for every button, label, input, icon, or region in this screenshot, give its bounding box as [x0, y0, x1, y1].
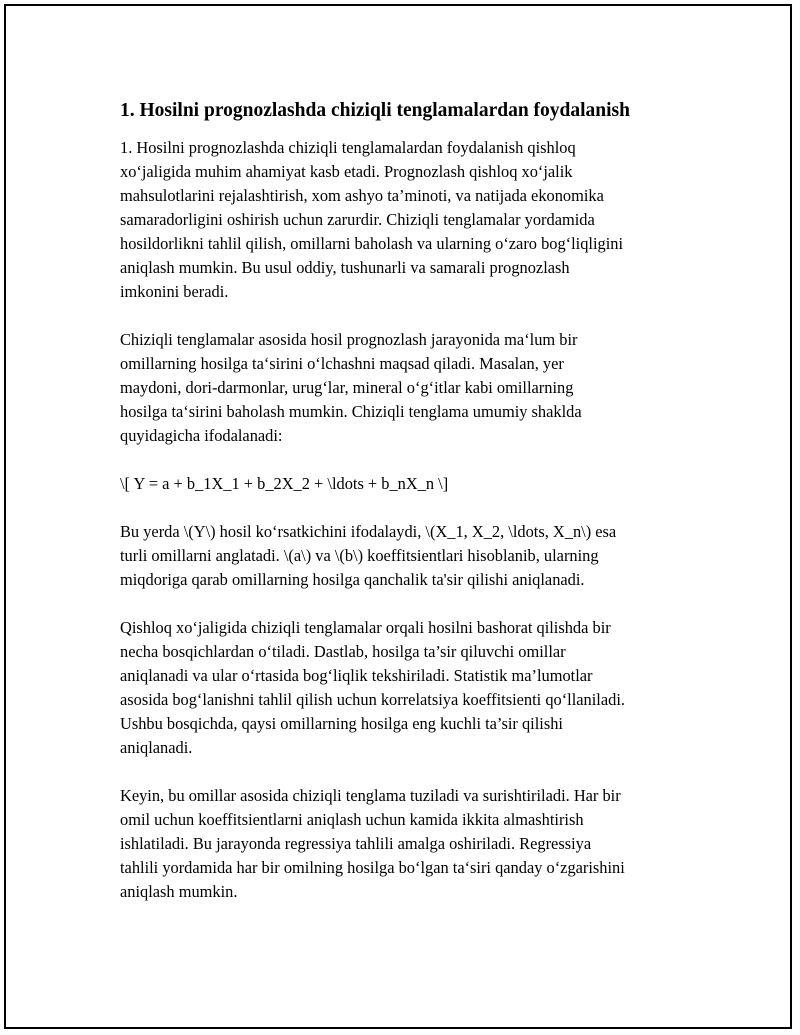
- text-line: mahsulotlarini rejalashtirish, xom ashyo ta’minoti, va natijada ekonomika: [120, 186, 604, 205]
- text-line: aniqlash mumkin.: [120, 882, 238, 901]
- text-line: turli omillarni anglatadi. \(a\) va \(b\) koeffitsientlari hisoblanib, ularning: [120, 546, 599, 565]
- paragraph-intro: [120, 136, 700, 304]
- text-line: 1. Hosilni prognozlashda chiziqli tenglamalardan foydalanish qishloq: [120, 138, 576, 157]
- text-line: imkonini beradi.: [120, 282, 229, 301]
- equation-text: \[ Y = a + b_1X_1 + b_2X_2 + \ldots + b_nX_n \]: [120, 474, 449, 493]
- text-line: asosida bog‘lanishni tahlil qilish uchun korrelatsiya koeffitsienti qo‘llaniladi.: [120, 690, 625, 709]
- equation-line: [120, 472, 700, 496]
- text-line: quyidagicha ifodalanadi:: [120, 426, 283, 445]
- text-line: miqdoriga qarab omillarning hosilga qanchalik ta'sir qilishi aniqlanadi.: [120, 570, 585, 589]
- text-line: omillarning hosilga ta‘sirini o‘lchashni maqsad qiladi. Masalan, yer: [120, 354, 564, 373]
- text-line: Qishloq xo‘jaligida chiziqli tenglamalar orqali hosilni bashorat qilishda bir: [120, 618, 611, 637]
- text-line: Chiziqli tenglamalar asosida hosil prognozlash jarayonida ma‘lum bir: [120, 330, 578, 349]
- section-heading: 1. Hosilni prognozlashda chiziqli tenglamalardan foydalanish: [120, 100, 630, 121]
- text-line: samaradorligini oshirish uchun zarurdir. Chiziqli tenglamalar yordamida: [120, 210, 595, 229]
- text-line: necha bosqichlardan o‘tiladi. Dastlab, hosilga ta’sir qiluvchi omillar: [120, 642, 566, 661]
- document-body: [120, 98, 700, 928]
- text-line: tahlili yordamida har bir omilning hosilga bo‘lgan ta‘siri qanday o‘zgarishini: [120, 858, 625, 877]
- paragraph-linear-equations: [120, 328, 700, 448]
- text-line: Bu yerda \(Y\) hosil ko‘rsatkichini ifodalaydi, \(X_1, X_2, \ldots, X_n\) esa: [120, 522, 617, 541]
- text-line: maydoni, dori-darmonlar, urug‘lar, mineral o‘g‘itlar kabi omillarning: [120, 378, 574, 397]
- text-line: ishlatiladi. Bu jarayonda regressiya tahlili amalga oshiriladi. Regressiya: [120, 834, 592, 853]
- text-line: Ushbu bosqichda, qaysi omillarning hosilga eng kuchli ta’sir qilishi: [120, 714, 563, 733]
- text-line: Keyin, bu omillar asosida chiziqli tenglama tuziladi va surishtiriladi. Har bir: [120, 786, 621, 805]
- text-line: hosilga ta‘sirini baholash mumkin. Chiziqli tenglama umumiy shaklda: [120, 402, 582, 421]
- paragraph-stages: [120, 616, 700, 760]
- page-frame: [4, 4, 792, 1029]
- paragraph-variables: [120, 520, 700, 592]
- text-line: hosildorlikni tahlil qilish, omillarni baholash va ularning o‘zaro bog‘liqligini: [120, 234, 624, 253]
- text-line: aniqlanadi.: [120, 738, 193, 757]
- paragraph-regression: [120, 784, 700, 904]
- text-line: aniqlanadi va ular o‘rtasida bog‘liqlik tekshiriladi. Statistik ma’lumotlar: [120, 666, 593, 685]
- text-line: omil uchun koeffitsientlarni aniqlash uchun kamida ikkita almashtirish: [120, 810, 584, 829]
- text-line: xo‘jaligida muhim ahamiyat kasb etadi. Prognozlash qishloq xo‘jalik: [120, 162, 573, 181]
- text-line: aniqlash mumkin. Bu usul oddiy, tushunarli va samarali prognozlash: [120, 258, 570, 277]
